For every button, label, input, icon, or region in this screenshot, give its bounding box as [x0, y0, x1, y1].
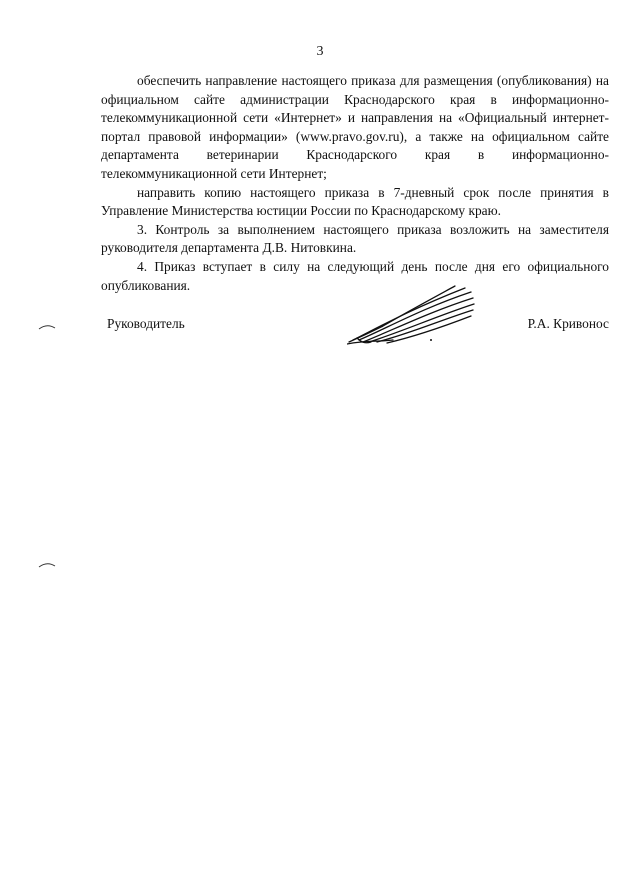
paragraph-publication: обеспечить направление настоящего приказа для размещения (опубликования) на официальном сайте администрации Краснодарского края в информационно-телекоммуникационной сети «Интернет» и направления на «Официальный интернет-портал правовой информации» (www.pravo.gov.ru), а также на официальном сайте департамента ветеринарии Краснодарского края в информационно-телекоммуникационной сети Интернет;	[101, 73, 609, 181]
paragraph-control: 3. Контроль за выполнением настоящего приказа возложить на заместителя руководителя департамента Д.В. Нитовкина.	[101, 221, 609, 256]
margin-mark-bottom	[38, 560, 56, 570]
page-number: 3	[316, 44, 324, 59]
paragraph-ministry-copy: направить копию настоящего приказа в 7-дневный срок после принятия в Управление Министерства юстиции России по Краснодарскому краю.	[101, 184, 609, 219]
signatory-title: Руководитель	[107, 316, 185, 331]
margin-mark-top	[38, 322, 56, 332]
paragraph-effective-date: 4. Приказ вступает в силу на следующий день после дня его официального опубликования.	[101, 258, 609, 293]
document-body	[101, 72, 609, 295]
handwritten-signature	[347, 282, 477, 348]
signatory-name: Р.А. Кривонос	[527, 316, 609, 331]
signature-block	[101, 316, 609, 356]
